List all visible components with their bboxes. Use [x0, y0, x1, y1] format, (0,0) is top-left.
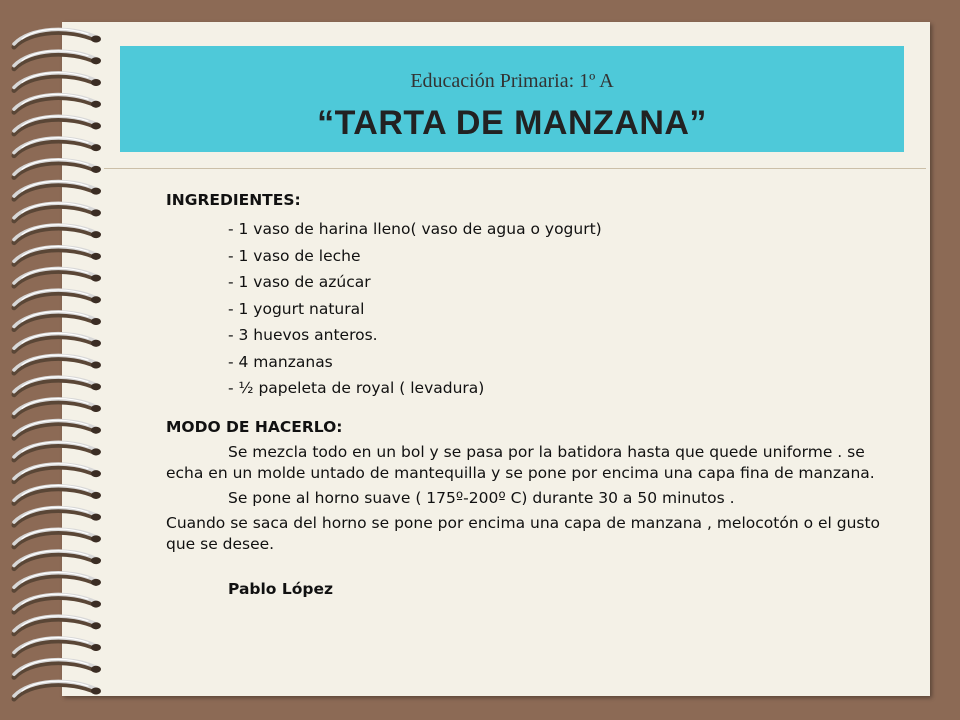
spiral-ring [14, 73, 101, 91]
spiral-ring [14, 268, 101, 286]
spiral-ring [14, 594, 101, 612]
spiral-ring [14, 659, 101, 677]
spiral-ring [14, 333, 101, 351]
recipe-content [166, 190, 906, 600]
spiral-ring [14, 681, 101, 699]
spiral-ring [14, 312, 101, 330]
list-item: - 1 vaso de leche [228, 246, 361, 265]
method-paragraph: Cuando se saca del horno se pone por encima una capa de manzana , melocotón o el gusto que se desee. [166, 513, 881, 553]
method-heading: MODO DE HACERLO: [166, 417, 343, 436]
author-signature: Pablo López [228, 579, 334, 598]
list-item: - 3 huevos anteros. [228, 326, 378, 344]
spiral-ring [14, 203, 101, 221]
list-item: - ½ papeleta de royal ( levadura) [228, 379, 485, 397]
spiral-ring [14, 399, 101, 417]
spiral-ring [14, 160, 101, 178]
spiral-ring [14, 507, 101, 525]
spiral-ring [14, 638, 101, 656]
spiral-ring [14, 181, 101, 199]
spiral-ring [14, 51, 101, 69]
ingredients-list [166, 216, 906, 402]
spiral-ring [14, 616, 101, 634]
list-item: - 1 yogurt natural [228, 299, 365, 318]
spiral-ring [14, 464, 101, 482]
spiral-ring [14, 225, 101, 243]
spiral-ring [14, 116, 101, 134]
spiral-ring [14, 377, 101, 395]
page-title: “TARTA DE MANZANA” [317, 104, 707, 142]
page-subtitle: Educación Primaria: 1º A [410, 70, 614, 92]
spiral-ring [14, 420, 101, 438]
list-item: - 1 vaso de harina lleno( vaso de agua o yogurt) [228, 220, 602, 238]
spiral-ring [14, 355, 101, 373]
spiral-ring [14, 138, 101, 156]
spiral-ring [14, 290, 101, 308]
method-paragraph: Se pone al horno suave ( 175º-200º C) durante 30 a 50 minutos . [228, 488, 735, 507]
method-paragraph: Se mezcla todo en un bol y se pasa por la batidora hasta que quede uniforme . se echa en un molde untado de mantequilla y se pone por encima una capa fina de manzana. [166, 442, 875, 482]
spiral-ring [14, 94, 101, 112]
spiral-ring [14, 442, 101, 460]
list-item: - 4 manzanas [228, 352, 333, 371]
spiral-binding [0, 0, 130, 720]
ingredients-heading: INGREDIENTES: [166, 191, 301, 209]
spiral-ring [14, 572, 101, 590]
spiral-ring [14, 29, 101, 47]
list-item: - 1 vaso de azúcar [228, 273, 371, 291]
spiral-ring [14, 551, 101, 569]
title-box [120, 46, 904, 152]
spiral-ring [14, 486, 101, 504]
spiral-ring [14, 246, 101, 264]
spiral-ring [14, 529, 101, 547]
divider-line [104, 168, 926, 169]
